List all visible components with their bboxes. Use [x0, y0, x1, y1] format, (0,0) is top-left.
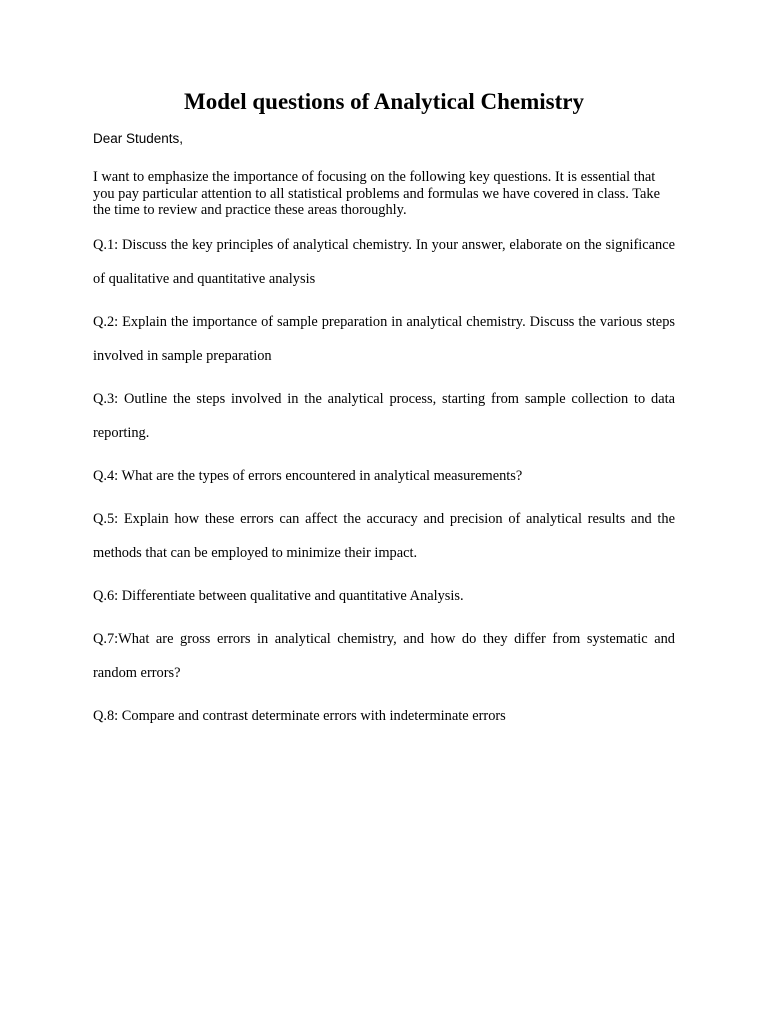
- question-8: Q.8: Compare and contrast determinate errors with indeterminate errors: [93, 708, 506, 724]
- question-2: Q.2: Explain the importance of sample preparation in analytical chemistry. Discuss the various steps involved in sample preparation: [93, 314, 675, 364]
- question-6: Q.6: Differentiate between qualitative and quantitative Analysis.: [93, 588, 464, 604]
- page-title: Model questions of Analytical Chemistry: [184, 89, 584, 114]
- question-7: Q.7:What are gross errors in analytical chemistry, and how do they differ from systematic and random errors?: [93, 631, 675, 681]
- question-1: Q.1: Discuss the key principles of analytical chemistry. In your answer, elaborate on the significance of qualitative and quantitative analysis: [93, 237, 675, 287]
- salutation: Dear Students,: [93, 131, 184, 146]
- question-5: Q.5: Explain how these errors can affect the accuracy and precision of analytical results and the methods that can be employed to minimize their impact.: [93, 511, 675, 561]
- question-4: Q.4: What are the types of errors encountered in analytical measurements?: [93, 468, 523, 484]
- question-3: Q.3: Outline the steps involved in the analytical process, starting from sample collection to data reporting.: [93, 391, 675, 441]
- intro-paragraph: I want to emphasize the importance of focusing on the following key questions. It is essential that you pay particular attention to all statistical problems and formulas we have covered in class. Take the time to review and practice these areas thoroughly.: [93, 169, 660, 218]
